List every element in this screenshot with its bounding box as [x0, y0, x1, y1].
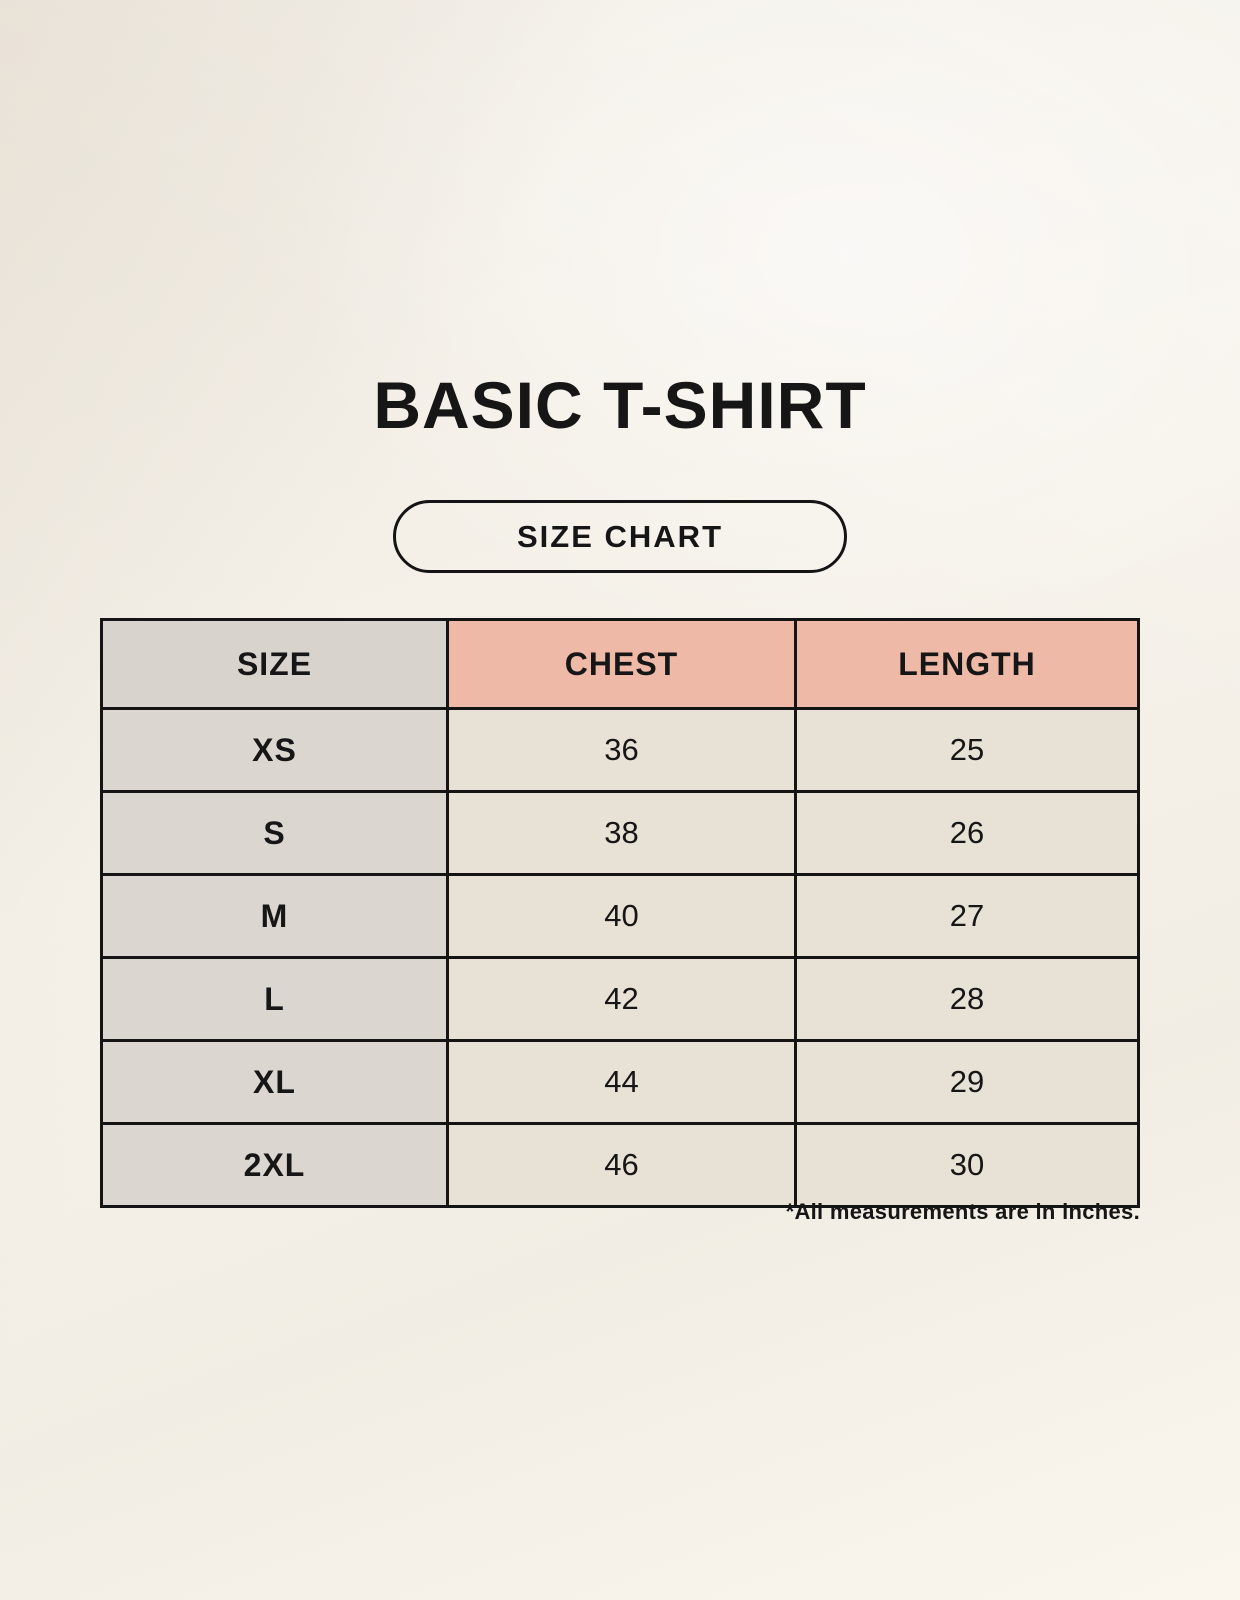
page-title: BASIC T-SHIRT	[373, 368, 867, 442]
size-label: XL	[103, 1042, 446, 1122]
chest-value: 46	[446, 1125, 794, 1205]
measurements-footnote: *All measurements are in inches.	[785, 1199, 1140, 1224]
size-chart-button-label: SIZE CHART	[517, 518, 723, 554]
table-row-l	[103, 956, 1137, 1039]
size-label: S	[103, 793, 446, 873]
table-row-m	[103, 873, 1137, 956]
chest-value: 40	[446, 876, 794, 956]
length-value: 27	[794, 876, 1137, 956]
length-value: 29	[794, 1042, 1137, 1122]
table-row-s	[103, 790, 1137, 873]
table-row-xs	[103, 707, 1137, 790]
length-value: 26	[794, 793, 1137, 873]
length-value: 28	[794, 959, 1137, 1039]
table-row-xl	[103, 1039, 1137, 1122]
size-table	[100, 618, 1140, 1208]
table-row-2xl	[103, 1122, 1137, 1205]
table-header-row	[103, 621, 1137, 707]
column-header-size: SIZE	[103, 621, 446, 707]
size-label: XS	[103, 710, 446, 790]
chest-value: 42	[446, 959, 794, 1039]
size-label: M	[103, 876, 446, 956]
length-value: 25	[794, 710, 1137, 790]
chest-value: 38	[446, 793, 794, 873]
chest-value: 36	[446, 710, 794, 790]
size-chart-button[interactable]	[393, 500, 847, 573]
length-value: 30	[794, 1125, 1137, 1205]
size-label: 2XL	[103, 1125, 446, 1205]
size-label: L	[103, 959, 446, 1039]
chest-value: 44	[446, 1042, 794, 1122]
column-header-length: LENGTH	[794, 621, 1137, 707]
column-header-chest: CHEST	[446, 621, 794, 707]
